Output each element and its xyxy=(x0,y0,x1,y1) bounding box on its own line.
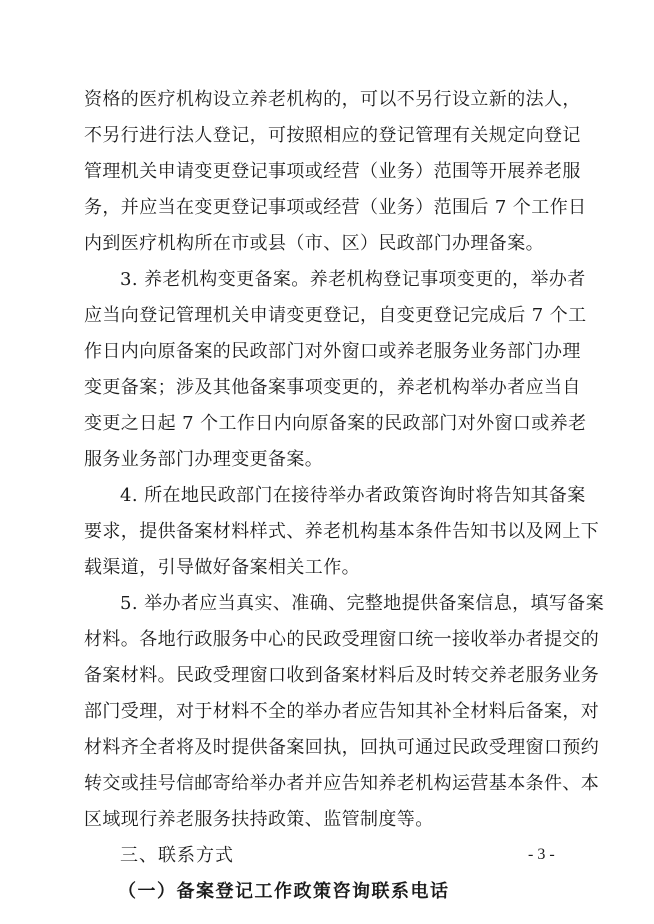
body-line: 不另行进行法人登记，可按照相应的登记管理有关规定向登记 xyxy=(84,125,581,146)
body-line: 载渠道，引导做好备案相关工作。 xyxy=(84,557,360,578)
body-line: 资格的医疗机构设立养老机构的，可以不另行设立新的法人， xyxy=(84,89,581,110)
body-line: 服务业务部门办理变更备案。 xyxy=(84,449,324,470)
body-line: 管理机关申请变更登记事项或经营（业务）范围等开展养老服 xyxy=(84,161,581,182)
body-line: 变更之日起 7 个工作日内向原备案的民政部门对外窗口或养老 xyxy=(84,413,587,434)
paragraph-4-start: 4. 所在地民政部门在接待举办者政策咨询时将告知其备案 xyxy=(120,485,586,506)
body-line: 要求，提供备案材料样式、养老机构基本条件告知书以及网上下 xyxy=(84,521,600,542)
subsection-heading: （一）备案登记工作政策咨询联系电话 xyxy=(118,881,450,902)
body-line: 部门受理，对于材料不全的举办者应告知其补全材料后备案，对 xyxy=(84,701,600,722)
section-heading: 三、联系方式 xyxy=(120,845,234,866)
body-line: 务，并应当在变更登记事项或经营（业务）范围后 7 个工作日 xyxy=(84,197,587,218)
body-line: 应当向登记管理机关申请变更登记，自变更登记完成后 7 个工 xyxy=(84,305,587,326)
body-line: 变更备案；涉及其他备案事项变更的，养老机构举办者应当自 xyxy=(84,377,581,398)
body-line: 备案材料。民政受理窗口收到备案材料后及时转交养老服务业务 xyxy=(84,665,600,686)
body-line: 区域现行养老服务扶持政策、监管制度等。 xyxy=(84,809,434,830)
body-line: 内到医疗机构所在市或县（市、区）民政部门办理备案。 xyxy=(84,233,544,254)
paragraph-5-start: 5. 举办者应当真实、准确、完整地提供备案信息，填写备案 xyxy=(120,593,605,614)
paragraph-3-start: 3. 养老机构变更备案。养老机构登记事项变更的，举办者 xyxy=(120,269,586,290)
body-line: 材料齐全者将及时提供备案回执，回执可通过民政受理窗口预约 xyxy=(84,737,600,758)
body-line: 转交或挂号信邮寄给举办者并应告知养老机构运营基本条件、本 xyxy=(84,773,600,794)
body-line: 作日内向原备案的民政部门对外窗口或养老服务业务部门办理 xyxy=(84,341,581,362)
body-line: 材料。各地行政服务中心的民政受理窗口统一接收举办者提交的 xyxy=(84,629,600,650)
page-number: - 3 - xyxy=(528,846,555,863)
